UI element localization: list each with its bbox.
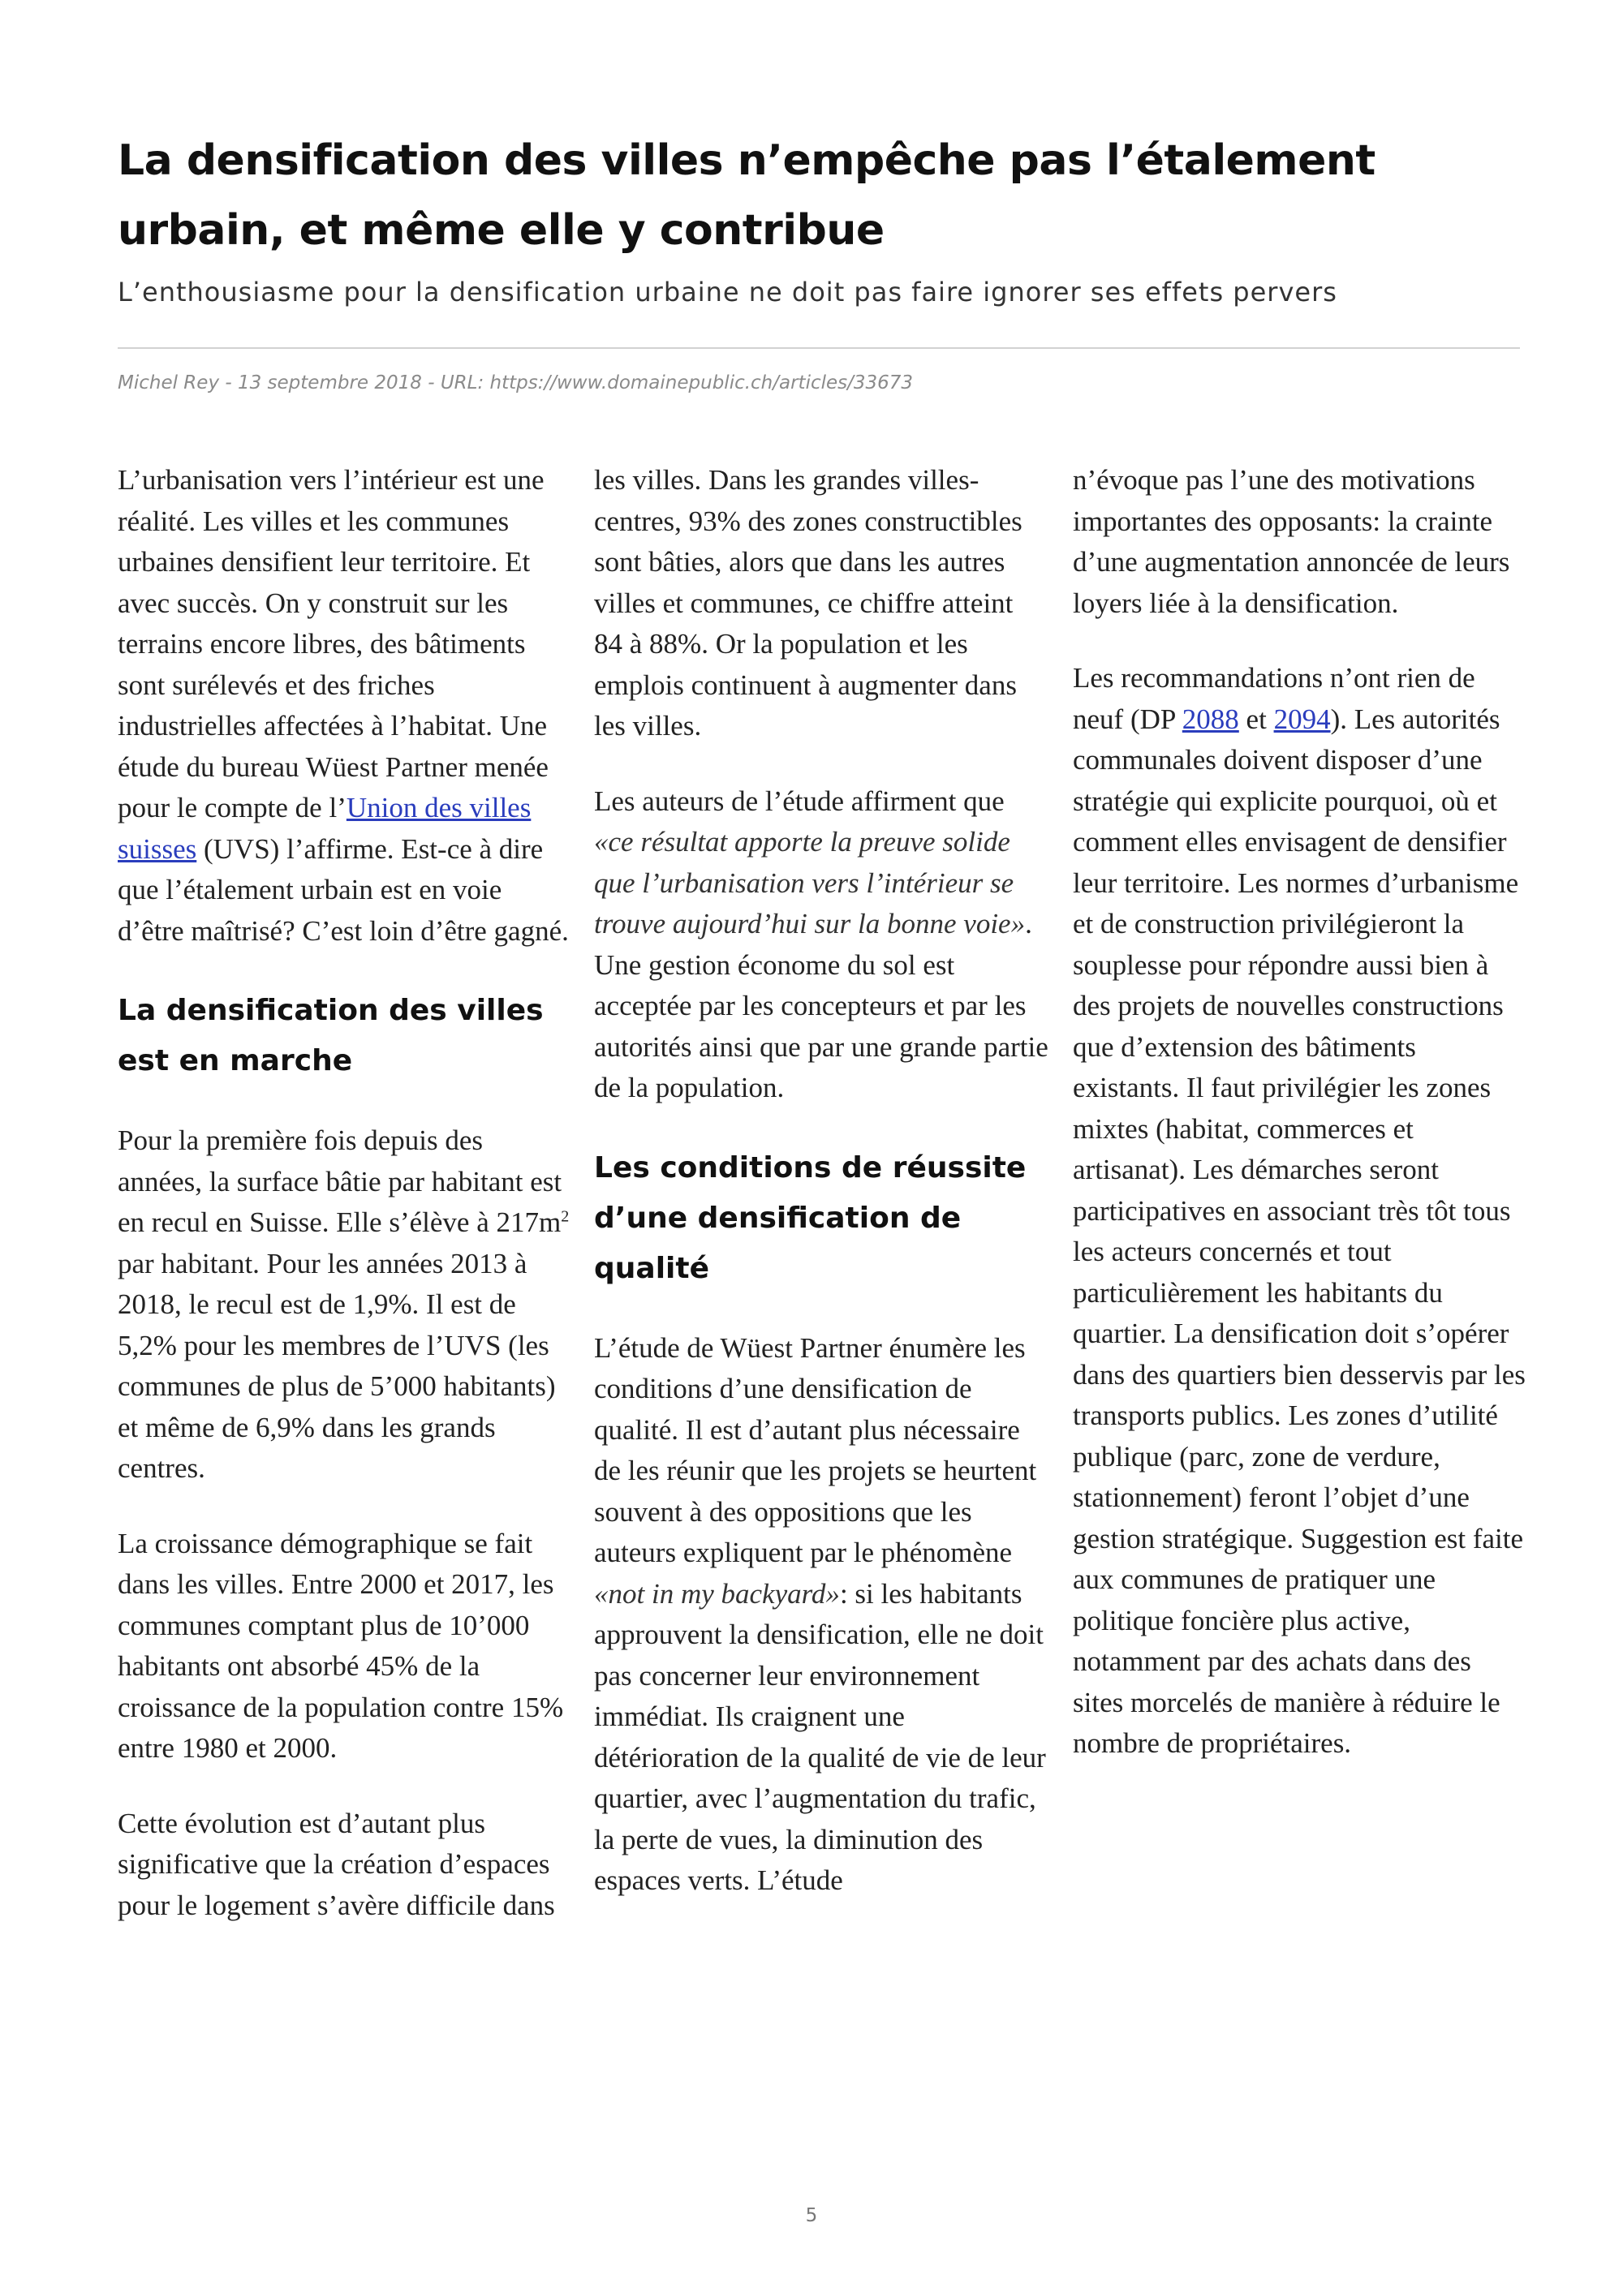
paragraph: n’évoque pas l’une des motivations importantes des opposants: la crainte d’une augmentation annoncée de leurs loyers liée à la densification.: [1073, 464, 1510, 619]
paragraph: L’urbanisation vers l’intérieur est une réalité. Les villes et les communes urbaines densifient leur territoire. Et avec succès. On y construit sur les terrains encore libres, des bâtiments sont surélevés et des friches industrielles affectées à l’habitat. Une étude du bureau Wüest Partner menée pour le compte de l’Union des villes suisses (UVS) l’affirme. Est-ce à dire que l’étalement urbain est en voie d’être maîtrisé? C’est loin d’être gagné.: [118, 464, 569, 947]
paragraph: La croissance démographique se fait dans les villes. Entre 2000 et 2017, les communes comptant plus de 10’000 habitants ont absorbé 45% de la croissance de la population contre 15% entre 1980 et 2000.: [118, 1527, 564, 1764]
header-divider: [118, 347, 1520, 349]
paragraph: Les auteurs de l’étude affirment que «ce résultat apporte la preuve solide que l’urbanisation vers l’intérieur se trouve aujourd’hui sur la bonne voie». Une gestion économe du sol est acceptée par les concepteurs et par les autorités ainsi que par une grande partie de la population.: [594, 785, 1048, 1103]
quote: «not in my backyard»: [594, 1577, 840, 1610]
article-title: La densification des villes n’empêche pas l’étalement urbain, et même elle y contribue: [118, 136, 1375, 255]
section-heading: La densification des villes est en marche: [118, 994, 544, 1077]
text-column-3: [1073, 460, 1527, 1799]
text-column-2: [594, 460, 1048, 1936]
dp-2088-link[interactable]: 2088: [1182, 703, 1239, 735]
page-number: 5: [805, 2205, 818, 2226]
paragraph: Cette évolution est d’autant plus significative que la création d’espaces pour le logement s’avère difficile dans: [118, 1807, 555, 1921]
superscript: 2: [561, 1207, 570, 1226]
union-des-villes-suisses-link[interactable]: Union des villes suisses: [118, 792, 532, 865]
paragraph: L’étude de Wüest Partner énumère les conditions d’une densification de qualité. Il est d’autant plus nécessaire de les réunir que les projets se heurtent souvent à des oppositions que les auteurs expliquent par le phénomène «not in my backyard»: si les habitants approuvent la densification, elle ne doit pas concerner leur environnement immédiat. Ils craignent une détérioration de la qualité de vie de leur quartier, avec l’augmentation du trafic, la perte de vues, la diminution des espaces verts. L’étude: [594, 1331, 1046, 1896]
article-subtitle: L’enthousiasme pour la densification urbaine ne doit pas faire ignorer ses effets pervers: [118, 277, 1337, 307]
section-heading: Les conditions de réussite d’une densification de qualité: [594, 1150, 1027, 1285]
paragraph: Pour la première fois depuis des années, la surface bâtie par habitant est en recul en Suisse. Elle s’élève à $217m^2$ par habitant. Pour les années 2013 à 2018, le recul est de 1,9%. Il est de 5,2% pour les membres de l’UVS (les communes de plus de 5’000 habitants) et même de 6,9% dans les grands centres.: [118, 1124, 570, 1484]
article-byline: Michel Rey - 13 septembre 2018 - URL: https://www.domainepublic.ch/articles/33673: [118, 372, 914, 393]
text-column-1: [118, 460, 572, 1960]
quote: «ce résultat apporte la preuve solide que l’urbanisation vers l’intérieur se trouve aujourd’hui sur la bonne voie»: [594, 826, 1026, 939]
paragraph: les villes. Dans les grandes villes-centres, 93% des zones constructibles sont bâties, alors que dans les autres villes et communes, ce chiffre atteint 84 à 88%. Or la population et les emplois continuent à augmenter dans les villes.: [594, 464, 1022, 742]
paragraph: Les recommandations n’ont rien de neuf (DP 2088 et 2094). Les autorités communales doivent disposer d’une stratégie qui explicite pourquoi, où et comment elles envisagent de densifier leur territoire. Les normes d’urbanisme et de construction privilégieront la souplesse pour répondre aussi bien à des projets de nouvelles constructions que d’extension des bâtiments existants. Il faut privilégier les zones mixtes (habitat, commerces et artisanat). Les démarches seront participatives en associant très tôt tous les acteurs concernés et tout particulièrement les habitants du quartier. La densification doit s’opérer dans des quartiers bien desservis par les transports publics. Les zones d’utilité publique (parc, zone de verdure, stationnement) feront l’objet d’une gestion stratégique. Suggestion est faite aux communes de pratiquer une politique foncière plus active, notamment par des achats dans des sites morcelés de manière à réduire le nombre de propriétaires.: [1073, 662, 1526, 1759]
dp-2094-link[interactable]: 2094: [1273, 703, 1331, 735]
